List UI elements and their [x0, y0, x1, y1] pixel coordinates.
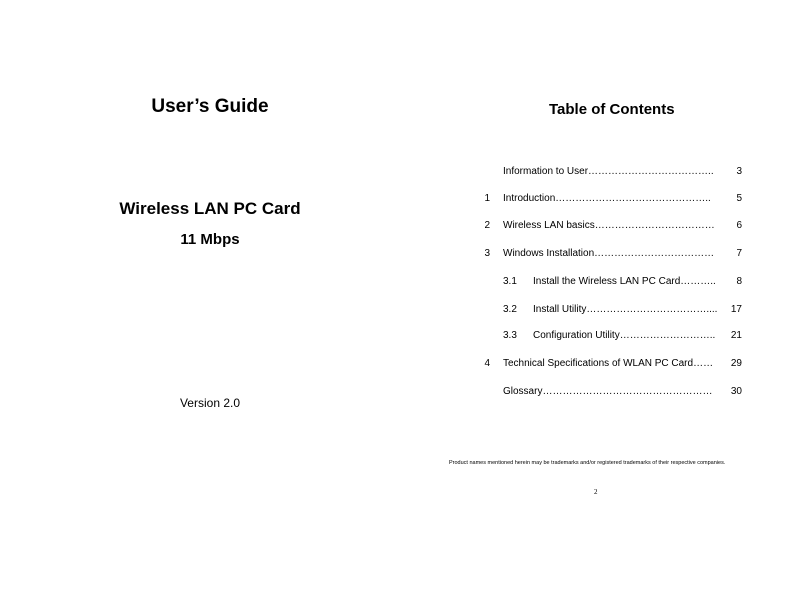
- trademark-footnote: Product names mentioned herein may be trademarks and/or registered trademarks of their respective companies.: [449, 460, 726, 466]
- toc-entry-page: 7: [736, 248, 742, 259]
- toc-entry-page: 29: [730, 358, 742, 369]
- toc-entry[interactable]: [470, 386, 750, 402]
- toc-entry[interactable]: [470, 358, 750, 374]
- toc-entry[interactable]: [470, 304, 750, 320]
- guide-title: User’s Guide: [151, 96, 269, 117]
- toc-entry-page: 21: [730, 330, 742, 341]
- toc-entry-label: Wireless LAN basics………………………………: [503, 220, 715, 231]
- toc-entry-page: 3: [736, 166, 742, 177]
- toc-title: Table of Contents: [549, 101, 675, 118]
- toc-entry[interactable]: [470, 166, 750, 182]
- toc-entry-page: 17: [730, 304, 742, 315]
- toc-entry-page: 6: [736, 220, 742, 231]
- product-name: Wireless LAN PC Card: [119, 199, 301, 218]
- toc-entry-label: Install the Wireless LAN PC Card………..: [533, 276, 716, 287]
- toc-entry-number: 3.3: [503, 330, 517, 341]
- toc-entry-label: Install Utility………………………………....: [533, 304, 718, 315]
- toc-entry[interactable]: [470, 220, 750, 236]
- toc-entry-number: 2: [484, 220, 490, 231]
- toc-entry-number: 3.2: [503, 304, 517, 315]
- toc-entry-label: Information to User………………………………..: [503, 166, 714, 177]
- toc-entry-label: Windows Installation………………………………: [503, 248, 715, 259]
- toc-entry[interactable]: [470, 193, 750, 209]
- toc-entry-page: 5: [736, 193, 742, 204]
- toc-entry-label: Introduction………………………………………..: [503, 193, 711, 204]
- toc-entry[interactable]: [470, 248, 750, 264]
- toc-entry[interactable]: [470, 330, 750, 346]
- version-label: Version 2.0: [179, 396, 241, 410]
- toc-entry-number: 3.1: [503, 276, 517, 287]
- toc-entry-page: 8: [736, 276, 742, 287]
- toc-entry-page: 30: [730, 386, 742, 397]
- toc-entry-label: Configuration Utility………………………..: [533, 330, 716, 341]
- toc-entry[interactable]: [470, 276, 750, 292]
- toc-entry-number: 4: [484, 358, 490, 369]
- toc-entry-label: Glossary……………………………………………: [503, 386, 713, 397]
- product-speed: 11 Mbps: [180, 231, 240, 248]
- toc-entry-number: 1: [484, 193, 490, 204]
- toc-entry-number: 3: [484, 248, 490, 259]
- page-number: 2: [594, 488, 598, 496]
- toc-entry-label: Technical Specifications of WLAN PC Card……: [503, 358, 714, 369]
